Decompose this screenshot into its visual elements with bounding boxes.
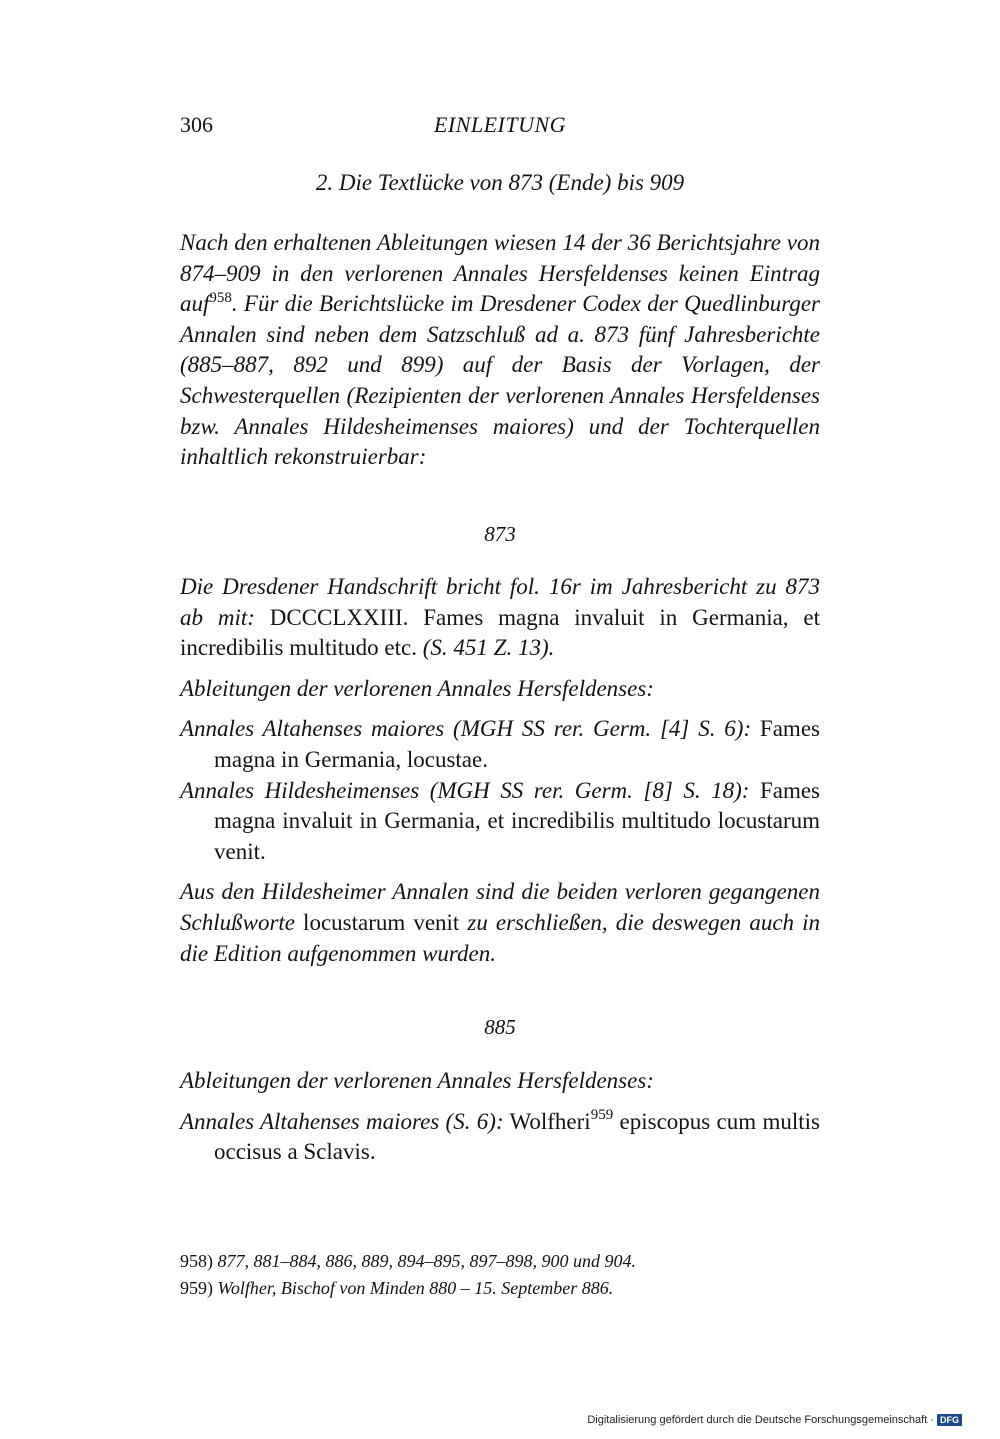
digitization-credit <box>587 1414 962 1426</box>
footnote-number: 959) <box>180 1278 213 1298</box>
entry-source: Annales Altahenses maiores (MGH SS rer. Germ. [4] S. 6): <box>180 716 752 742</box>
footnote-text: Wolfher, Bischof von Minden 880 – 15. September 886. <box>213 1278 614 1298</box>
entry-source: Annales Hildesheimenses (MGH SS rer. Germ. [8] S. 18): <box>180 777 750 803</box>
entry-text-a: Wolfheri <box>503 1108 591 1134</box>
footnotes <box>180 1248 820 1302</box>
derivations-heading-885: Ableitungen der verlorenen Annales Hersfeldenses: <box>180 1068 654 1093</box>
intro-text-2: . Für die Berichtslücke im Dresdener Codex der Quedlinburger Annalen sind neben dem Satzschluß ad a. 873 fünf Jahresberichte (885–887, 892 und 899) auf der Basis der Vorlagen, der Schwesterquellen (Rezipienten der verlorenen Annales Hersfeldenses bzw. Annales Hildesheimenses maiores) und der Tochterquellen inhaltlich rekonstruierbar: <box>180 291 820 470</box>
footnote-number: 958) <box>180 1251 213 1271</box>
editorial-note-italic-1: Aus den Hildesheimer Annalen sind die beiden verloren gegangenen Schlußworte <box>180 879 820 935</box>
derivations-heading-873: Ableitungen der verlorenen Annales Hersfeldenses: <box>180 675 654 701</box>
manuscript-note <box>180 572 820 664</box>
footnote-text: 877, 881–884, 886, 889, 894–895, 897–898, 900 und 904. <box>213 1251 636 1271</box>
editorial-note <box>180 877 820 969</box>
derivation-entry-altahenses-885 <box>180 1107 820 1168</box>
manuscript-note-reference: (S. 451 Z. 13). <box>417 635 555 661</box>
section-heading: 2. Die Textlücke von 873 (Ende) bis 909 <box>315 170 685 195</box>
page-header <box>180 112 820 146</box>
intro-paragraph <box>180 228 820 473</box>
entry-text-b: episcopus cum multis occisus a Sclavis. <box>214 1108 820 1165</box>
footnote-ref-958[interactable]: 958 <box>209 289 232 306</box>
page-number: 306 <box>180 112 213 137</box>
credit-text: Digitalisierung gefördert durch die Deutsche Forschungsgemeinschaft · <box>587 1414 934 1426</box>
intro-text-1: Nach den erhaltenen Ableitungen wiesen 14 der 36 Berichtsjahre von 874–909 in den verlorenen Annales Hersfeldenses keinen Eintrag auf <box>180 230 820 317</box>
entry-source: Annales Altahenses maiores (S. 6): <box>180 1108 504 1134</box>
footnote-958 <box>180 1248 820 1275</box>
entry-text: Fames magna in Germania, locustae. <box>214 716 820 772</box>
entry-text: Fames magna invaluit in Germania, et incredibilis multitudo locustarum venit. <box>214 777 820 864</box>
year885-section <box>180 1066 820 1168</box>
footnote-ref-959[interactable]: 959 <box>590 1106 614 1123</box>
manuscript-note-italic: Die Dresdener Handschrift bricht fol. 16r im Jahresbericht zu 873 ab mit: <box>180 574 820 630</box>
running-title: EINLEITUNG <box>433 112 567 137</box>
editorial-note-italic-2: zu erschließen, die deswegen auch in die Edition aufgenommen wurden. <box>180 909 820 966</box>
dfg-logo-icon: DFG <box>937 1414 962 1426</box>
year873-section <box>180 572 820 969</box>
footnote-959 <box>180 1275 820 1302</box>
year-heading-885: 885 <box>484 1015 516 1039</box>
editorial-note-latin: locustarum venit <box>295 909 468 935</box>
derivation-entry-hildesheimenses <box>180 776 820 868</box>
derivation-entry-altahenses <box>180 714 820 775</box>
year-heading-873: 873 <box>484 522 516 546</box>
manuscript-note-latin: DCCCLXXIII. Fames magna invaluit in Germania, et incredibilis multitudo etc. <box>180 604 820 661</box>
